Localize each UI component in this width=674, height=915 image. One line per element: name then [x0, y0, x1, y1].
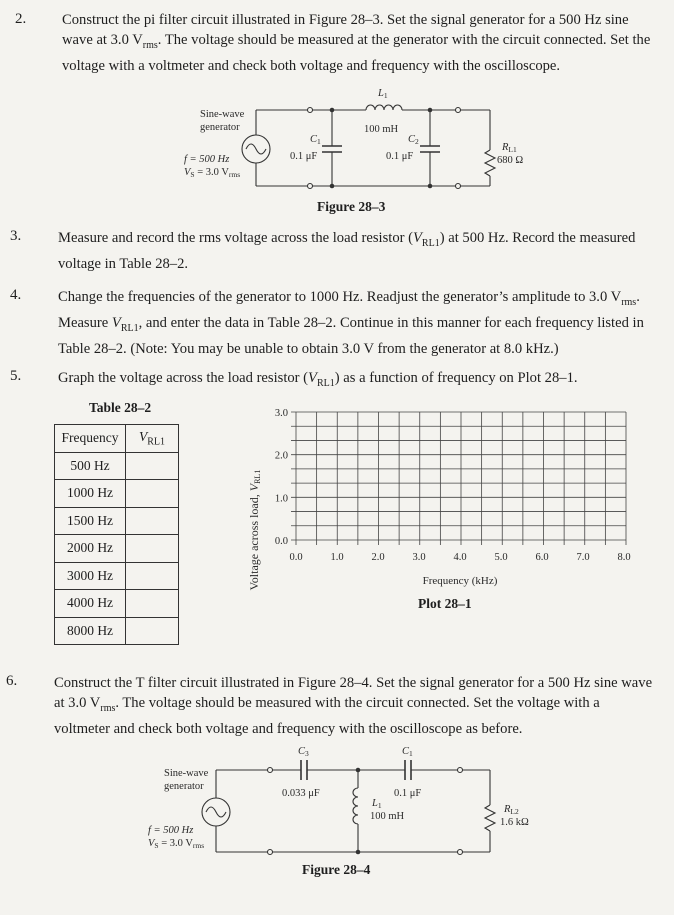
table-28-2-title: Table 28–2 — [89, 400, 152, 415]
frequency-cell: 1000 Hz — [55, 480, 126, 508]
plot-y-tick-label: 0.0 — [274, 536, 288, 547]
col-frequency-header: Frequency — [55, 425, 126, 453]
plot-x-tick-label: 6.0 — [535, 552, 549, 563]
plot-x-label: Frequency (kHz) — [422, 575, 498, 587]
svg-text:C1: C1 — [310, 134, 321, 146]
frequency-cell: 3000 Hz — [55, 562, 126, 590]
table-header-row — [55, 425, 179, 453]
step-6-number: 6. — [6, 673, 18, 689]
svg-text:100 mH: 100 mH — [370, 811, 405, 822]
vrl1-cell[interactable] — [126, 590, 179, 618]
resistor-rl2 — [485, 805, 495, 831]
step-4-text: Change the frequencies of the generator to 1000 Hz. Readjust the generator’s amplitude to 3.0 $V_{rms}$. Measure $V_{RL1}$, and enter the data in Table 28–2. Continue in this manner for each frequency listed in Table 28–2. (Note: You may be unable to obtain 3.0 V from the generator at 8.0 kHz.) — [58, 289, 644, 357]
table-28-2 — [54, 424, 179, 645]
step-2-number: 2. — [15, 11, 27, 27]
plot-x-tick-label: 1.0 — [330, 552, 344, 563]
resistor-rl1 — [485, 150, 495, 176]
plot-x-tick-label: 0.0 — [289, 552, 303, 563]
step-4-number: 4. — [10, 287, 22, 303]
table-row — [55, 535, 179, 563]
svg-text:VS = 3.0 Vrms: VS = 3.0 Vrms — [148, 838, 205, 850]
vrl1-cell[interactable] — [126, 535, 179, 563]
svg-text:f = 500 Hz: f = 500 Hz — [184, 154, 230, 165]
table-row — [55, 480, 179, 508]
svg-text:C2: C2 — [408, 134, 419, 146]
figure-28-3-caption: Figure 28–3 — [317, 199, 386, 214]
plot-x-tick-label: 8.0 — [617, 552, 631, 563]
plot-y-tick-label: 1.0 — [274, 493, 288, 505]
step-2-text: Construct the pi filter circuit illustrated in Figure 28–3. Set the signal generator for a 500 Hz sine wave at 3.0 $V_{rms}$. The voltage should be measured at the generator with the circuit connected. Set the voltage with a voltmeter and check both voltage and frequency with the oscilloscope. — [62, 12, 651, 74]
table-row — [55, 562, 179, 590]
inductor-l1 — [366, 105, 402, 110]
step-5-number: 5. — [10, 368, 22, 384]
svg-text:L1: L1 — [378, 88, 388, 100]
plot-y-label: Voltage across load, VRL1 — [247, 469, 262, 591]
col-vrl1-header: $V_{RL1}$ — [126, 425, 179, 453]
inductor-l1 — [353, 788, 358, 824]
table-row — [55, 452, 179, 480]
svg-text:C3: C3 — [298, 746, 309, 758]
figure-28-4-caption: Figure 28–4 — [302, 862, 371, 877]
svg-text:Sine-wave: Sine-wave — [200, 109, 245, 120]
svg-text:680 Ω: 680 Ω — [497, 155, 524, 166]
svg-text:0.033 μF: 0.033 μF — [282, 788, 320, 799]
plot-y-tick-label: 3.0 — [274, 408, 288, 419]
step-3-text: Measure and record the rms voltage across the load resistor $(V_{RL1})$ at 500 Hz. Record the measured voltage in Table 28–2. — [58, 230, 636, 272]
svg-text:generator: generator — [164, 781, 204, 792]
plot-28-1-caption: Plot 28–1 — [418, 596, 472, 611]
frequency-cell: 4000 Hz — [55, 590, 126, 618]
svg-text:f = 500 Hz: f = 500 Hz — [148, 825, 194, 836]
frequency-cell: 2000 Hz — [55, 535, 126, 563]
svg-text:1.6 kΩ: 1.6 kΩ — [500, 817, 529, 828]
plot-x-tick-label: 5.0 — [494, 552, 508, 563]
step-3-number: 3. — [10, 228, 22, 244]
plot-y-tick-label: 2.0 — [274, 450, 288, 462]
figure-28-4-circuit — [140, 740, 529, 865]
vrl1-cell[interactable] — [126, 452, 179, 480]
vrl1-cell[interactable] — [126, 562, 179, 590]
svg-text:100 mH: 100 mH — [364, 124, 399, 135]
step-6-text: Construct the T filter circuit illustrated in Figure 28–4. Set the signal generator for a 500 Hz sine wave at 3.0 $V_{rms}$. The voltage should be measured with the circuit connected. Set the voltage with a voltmeter and check both voltage and frequency with the oscilloscope as before. — [54, 675, 653, 737]
table-row — [55, 590, 179, 618]
svg-text:C1: C1 — [402, 746, 413, 758]
svg-text:Sine-wave: Sine-wave — [164, 768, 209, 779]
vrl1-cell[interactable] — [126, 480, 179, 508]
table-row — [55, 507, 179, 535]
step-5-text: Graph the voltage across the load resistor $(V_{RL1})$ as a function of frequency on Plot 28–1. — [58, 370, 578, 389]
svg-text:0.1 μF: 0.1 μF — [394, 788, 422, 799]
plot-x-tick-label: 7.0 — [576, 552, 590, 563]
table-row — [55, 617, 179, 645]
svg-text:generator: generator — [200, 122, 240, 133]
svg-text:0.1 μF: 0.1 μF — [290, 151, 318, 162]
plot-28-1 — [240, 400, 660, 620]
frequency-cell: 8000 Hz — [55, 617, 126, 645]
svg-text:VS = 3.0 Vrms: VS = 3.0 Vrms — [184, 167, 241, 179]
svg-text:L1: L1 — [372, 798, 382, 810]
svg-text:RL1: RL1 — [502, 142, 517, 154]
frequency-cell: 1500 Hz — [55, 507, 126, 535]
svg-text:RL2: RL2 — [504, 804, 519, 816]
vrl1-cell[interactable] — [126, 617, 179, 645]
frequency-cell: 500 Hz — [55, 452, 126, 480]
plot-x-tick-label: 3.0 — [412, 552, 426, 563]
plot-x-tick-label: 2.0 — [371, 552, 385, 563]
vrl1-cell[interactable] — [126, 507, 179, 535]
svg-text:0.1 μF: 0.1 μF — [386, 151, 414, 162]
plot-x-tick-label: 4.0 — [453, 552, 467, 563]
